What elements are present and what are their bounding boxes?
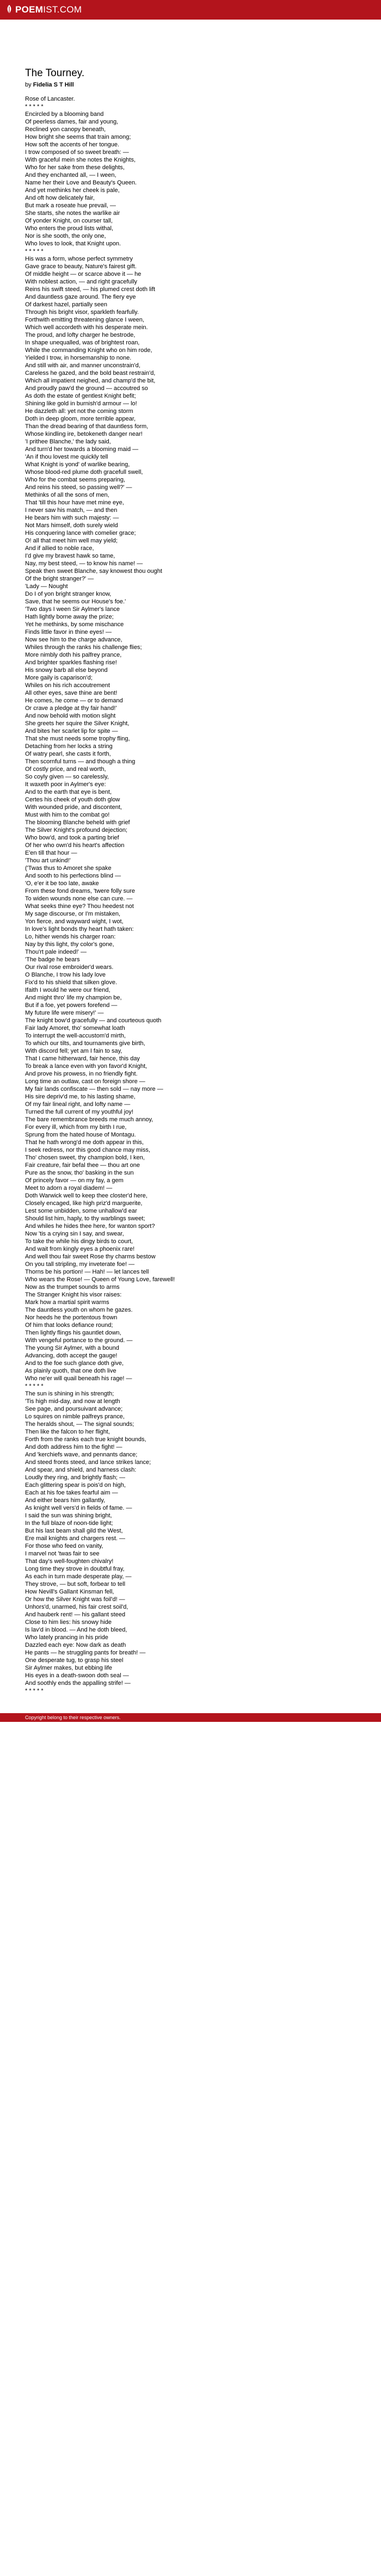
poem-line: She starts, she notes the warlike air (25, 210, 120, 217)
poem-line: He pants — he struggling pants for breath! — (25, 1650, 146, 1656)
poem-line: As doth the estate of gentlest Knight befit; (25, 393, 136, 399)
poem-line: That I came hitherward, fair hence, this day (25, 1055, 140, 1062)
poem-line: And soothly ends the appalling strife! — (25, 1680, 131, 1687)
poem-line: With vengeful portance to the ground. — (25, 1337, 133, 1344)
poem-line: Of my fair lineal right, and lofty name — (25, 1101, 131, 1108)
poem-line: Doth Warwick well to keep thee closter'd here, (25, 1193, 148, 1199)
poem-line: Now see him to the charge advance, (25, 637, 122, 643)
poem-line: He dazzleth all: yet not the coming storm (25, 408, 133, 415)
poem-line: Finds little favor in thine eyes! — (25, 629, 112, 635)
site-header (0, 0, 381, 20)
poem-line: O Blanche, I trow his lady love (25, 972, 106, 978)
poem-line: Dazzled each eye: Now dark as death (25, 1642, 126, 1648)
poem-line: Nay, my best steed, — to know his name! — (25, 560, 143, 567)
poem-line: While the commanding Knight who on him rode, (25, 347, 152, 354)
poem-body (25, 95, 356, 1695)
poem-line: And wait from kingly eyes a phoenix rare! (25, 1246, 135, 1252)
poem-line: Who loves to look, that Knight upon. (25, 240, 121, 247)
poem-line: Methinks of all the sons of men, (25, 492, 109, 498)
poem-line: And sooth to his perfections blind — (25, 873, 121, 879)
poem-line: The Silver Knight's profound dejection; (25, 827, 127, 833)
poem-line: With wounded pride, and discontent, (25, 804, 122, 811)
poem-line: * * * * * (25, 248, 44, 255)
poem-line: See page, and poursuivant advance; (25, 1406, 123, 1412)
poem-line: Close to him lies: his snowy hide (25, 1619, 112, 1626)
poem-line: Rose of Lancaster. (25, 96, 75, 102)
poem-line: But mark a roseate hue prevail, — (25, 202, 116, 209)
poem-line: What Knight is yond' of warlike bearing, (25, 461, 130, 468)
poem-line: For those who feed on vanity, (25, 1543, 103, 1549)
poem-line: With discord fell; yet am I fain to say, (25, 1048, 122, 1054)
poem-line: The sun is shining in his strength; (25, 1391, 114, 1397)
poem-line: Of yonder Knight, on courser tall, (25, 218, 113, 224)
poem-line: Yet he methinks, by some mischance (25, 621, 124, 628)
poem-line: Whose blood-red plume doth gracefull swell, (25, 469, 143, 475)
poem-line: Loudly they ring, and brightly flash; — (25, 1474, 126, 1481)
poem-line: And proudly paw'd the ground — accoutred so (25, 385, 148, 392)
poem-line: Lo, hither wends his charger roan: (25, 934, 116, 940)
poem-line: His snowy barb all else beyond (25, 667, 108, 674)
poem-line: Long time an outlaw, cast on foreign shore — (25, 1078, 145, 1085)
poem-line: Thou'rt pale indeed!' — (25, 949, 87, 955)
poem-line: Now as the trumpet sounds to arms (25, 1284, 120, 1290)
poem-line: That 'till this hour have met mine eye, (25, 499, 124, 506)
poem-line: I trow composed of so sweet breath: — (25, 149, 129, 156)
poem-line: In shape unequalled, was of brightest roan, (25, 339, 140, 346)
poem-line: And either bears him gallantly, (25, 1497, 106, 1504)
poem-line: Reclined yon canopy beneath, (25, 126, 106, 133)
poem-line: That she must needs some trophy fling, (25, 736, 130, 742)
poem-line: Who bow'd, and took a parting brief (25, 835, 119, 841)
poem-line: That day's well-foughten chivalry! (25, 1558, 114, 1565)
poem-line: And yet methinks her cheek is pale, (25, 187, 120, 194)
poem-line: Sprung from the hated house of Montagu. (25, 1132, 136, 1138)
poem-line: Fair creature, fair befal thee — thou art one (25, 1162, 140, 1169)
poem-line: * * * * * (25, 103, 44, 110)
poem-content (0, 20, 381, 1695)
poem-line: Or crave a pledge at thy fair hand!' (25, 705, 117, 712)
poem-line: Closely encaged, like high priz'd marguerite, (25, 1200, 143, 1207)
poem-line: With graceful mein she notes the Knights, (25, 157, 136, 163)
poem-line: With noblest action, — and right gracefully (25, 279, 138, 285)
poem-line: From these fond dreams, 'twere folly sure (25, 888, 136, 894)
poem-line: O! all that meet him well may yield; (25, 538, 118, 544)
poem-line: Meet to adorn a royal diadem! — (25, 1185, 113, 1191)
poem-line: I marvel not 'twas fair to see (25, 1550, 100, 1557)
poem-line: Save, that he seems our House's foe.' (25, 598, 126, 605)
poem-line: My future life were misery!' — (25, 1010, 104, 1016)
poem-line: The dauntless youth on whom he gazes. (25, 1307, 133, 1313)
poem-line: Must with him to the combat go! (25, 812, 110, 818)
poem-line: Fair lady Amoret, tho' somewhat loath (25, 1025, 125, 1031)
poem-line: Than the dread bearing of that dauntless form, (25, 423, 149, 430)
poem-line: Encircled by a blooming band (25, 111, 104, 118)
poem-line: 'The badge he bears (25, 956, 80, 963)
poem-line: Nay by this light, thy color's gone, (25, 941, 114, 948)
poem-line: Speak then sweet Blanche, say knowest thou ought (25, 568, 162, 574)
poem-line: Of costly price, and real worth, (25, 766, 106, 773)
poem-line: Advancing, doth accept the gauge! (25, 1352, 118, 1359)
poem-line: And oft how delicately fair, (25, 195, 95, 201)
poem-line: And turn'd her towards a blooming maid — (25, 446, 139, 453)
poem-line: His conquering lance with comelier grace; (25, 530, 136, 536)
poem-line: Doth in deep gloom, more terrible appear, (25, 416, 136, 422)
poem-line: And spear, and shield, and harness clash: (25, 1467, 137, 1473)
poem-line: Our rival rose embroider'd wears. (25, 964, 114, 971)
poem-line: Which well accordeth with his desperate mein. (25, 324, 148, 331)
poem-line: 'O, e'er it be too late, awake (25, 880, 99, 887)
poem-line: And to the foe such glance doth give, (25, 1360, 124, 1367)
poem-line: And 'kerchiefs wave, and pennants dance; (25, 1451, 138, 1458)
poem-line: Forthwith emitting threatening glance I ween, (25, 317, 144, 323)
poem-line: On you tall stripling, my inveterate foe! — (25, 1261, 135, 1268)
poem-line: 'An if thou lovest me quickly tell (25, 454, 108, 460)
poem-line: And if allied to noble race, (25, 545, 94, 552)
poem-line: 'Lady — Nought (25, 583, 68, 590)
poem-line: His was a form, whose perfect symmetry (25, 256, 133, 262)
poem-line: My fair lands confiscate — then sold — nay more — (25, 1086, 163, 1092)
poem-line: And doth address him to the fight! — (25, 1444, 122, 1450)
poem-line: In love's light bonds thy heart hath taken: (25, 926, 134, 932)
poem-line: Turned the full current of my youthful joy! (25, 1109, 133, 1115)
poem-line: Certes his cheek of youth doth glow (25, 796, 120, 803)
poem-line: ('Twas thus to Amoret she spake (25, 865, 112, 872)
quill-pen-icon (5, 5, 13, 15)
poem-line: I never saw his match, — and then (25, 507, 118, 514)
poem-line: And bites her scarlet lip for spite — (25, 728, 118, 734)
poem-line: To interrupt the well-accustom'd mirth, (25, 1033, 126, 1039)
site-footer (0, 1713, 381, 1722)
poem-line: Nor heeds he the portentous frown (25, 1314, 118, 1321)
poem-line: The blooming Blanche beheld with grief (25, 819, 130, 826)
poem-line: So coyly given — so carelessly, (25, 774, 109, 780)
poem-line: Of peerless dames, fair and young, (25, 119, 119, 125)
poem-line: And hauberk rent! — his gallant steed (25, 1611, 126, 1618)
poem-line: Who for the combat seems preparing, (25, 477, 126, 483)
poem-line: Shining like gold in burnish'd armour — lo! (25, 400, 137, 407)
poem-line: To take the while his dingy birds to court, (25, 1238, 133, 1245)
poem-line: The knight bow'd gracefully — and courteous quoth (25, 1017, 162, 1024)
poem-line: And still with air, and manner unconstrain'd, (25, 362, 140, 369)
poem-line: Who enters the proud lists withal, (25, 225, 114, 232)
poem-line: Who wears the Rose! — Queen of Young Love, farewell! (25, 1276, 175, 1283)
poem-line: And well thou fair sweet Rose thy charms bestow (25, 1253, 156, 1260)
poem-line: 'Tis high mid-day, and now at length (25, 1398, 120, 1405)
poem-line: And steed fronts steed, and lance strikes lance; (25, 1459, 151, 1466)
poem-line: His eyes in a death-swoon doth seal — (25, 1672, 129, 1679)
poem-line: Then lightly flings his gauntlet down, (25, 1330, 121, 1336)
poem-line: She greets her squire the Silver Knight, (25, 720, 130, 727)
poem-line: He comes, he come — or to demand (25, 697, 123, 704)
poem-line: My sage discourse, or I'm mistaken, (25, 911, 121, 917)
poem-line: Ifaith I would he were our friend, (25, 987, 110, 993)
copyright-text: Copyright belong to their respective owners. (25, 1715, 121, 1720)
poem-line: Each at his foe takes fearful aim — (25, 1490, 118, 1496)
poem-line: As each in turn made desperate play, — (25, 1573, 132, 1580)
poem-line: Now 'tis a crying sin I say, and swear, (25, 1231, 124, 1237)
poem-line: Hath lightly borne away the prize; (25, 614, 114, 620)
poem-line: He bears him with such majesty: — (25, 515, 119, 521)
byline-prefix: by (25, 82, 32, 88)
poem-line: To break a lance even with yon favor'd Knight, (25, 1063, 148, 1070)
poem-line: And prove his prowess, in no friendly fight. (25, 1071, 138, 1077)
poem-line: Whose kindling ire, betokeneth danger near! (25, 431, 143, 437)
poem-line: Yielded I trow, in horsemanship to none. (25, 355, 132, 361)
poem-line: Of darkest hazel, partially seen (25, 301, 108, 308)
poem-line: Whiles through the ranks his challenge flies; (25, 644, 142, 651)
site-brand: POEMIST.COM (15, 4, 82, 15)
poem-line: As plainly quoth, that one doth live (25, 1368, 116, 1374)
poem-line: To which our tilts, and tournaments give birth, (25, 1040, 145, 1047)
poem-line: Each glittering spear is pois'd on high, (25, 1482, 126, 1488)
poem-line: Tho' chosen sweet, thy champion bold, I ken, (25, 1154, 145, 1161)
poem-line: Who for her sake from these delights, (25, 164, 125, 171)
poem-line: Forth from the ranks each true knight bounds, (25, 1436, 146, 1443)
poem-line: Nor is she sooth, the only one, (25, 233, 106, 239)
poem-line: Of princely favor — on my fay, a gem (25, 1177, 124, 1184)
poem-line: * * * * * (25, 1383, 44, 1389)
poem-line: One desperate tug, to grasp his steel (25, 1657, 124, 1664)
poem-line: 'Thou art unkind!' (25, 857, 71, 864)
poem-line: Not Mars himself, doth surely wield (25, 522, 118, 529)
poem-line: And now behold with motion slight (25, 713, 116, 719)
poem-line: Or how the Silver Knight was foil'd! — (25, 1596, 125, 1603)
poem-line: Ere mail knights and chargers rest. — (25, 1535, 126, 1542)
poem-line: Mark how a martial spirit warms (25, 1299, 109, 1306)
poem-line: Then like the falcon to her flight, (25, 1429, 110, 1435)
poem-line: And might thro' life my champion be, (25, 994, 122, 1001)
poem-line: How Nevill's Gallant Kinsman fell, (25, 1589, 114, 1595)
poem-title: The Tourney. (25, 67, 85, 79)
poem-line: In the full blaze of noon-tide light; (25, 1520, 113, 1527)
poem-line: Long time they strove in doubtful fray, (25, 1566, 125, 1572)
poem-line: But if a foe, yet powers forefend — (25, 1002, 118, 1009)
poem-line: Which all impatient neighed, and champ'd the bit, (25, 378, 156, 384)
site-logo[interactable] (5, 4, 82, 15)
poem-byline (25, 81, 356, 89)
poem-line: Careless he gazed, and the bold beast restrain'd, (25, 370, 156, 376)
poem-line: More gaily is caparison'd; (25, 675, 93, 681)
poem-line: All other eyes, save thine are bent! (25, 690, 118, 696)
poem-line: And whiles he hides thee here, for wanton sport? (25, 1223, 155, 1230)
poem-line: Thorns be his portion! — Hah! — let lances tell (25, 1269, 149, 1275)
poem-line: I seek redress, nor this good chance may miss, (25, 1147, 150, 1153)
poem-line: Name her their Love and Beauty's Queen. (25, 180, 137, 186)
poem-line: Pure as the snow, tho' basking in the sun (25, 1170, 134, 1176)
poem-line: And brighter sparkles flashing rise! (25, 659, 117, 666)
poem-line: Detaching from her locks a string (25, 743, 113, 750)
poem-line: Whiles on his rich accoutrement (25, 682, 110, 689)
poem-line: Lest some unbidden, some unhallow'd ear (25, 1208, 137, 1214)
poem-line: Is lav'd in blood. — And he doth bleed, (25, 1627, 127, 1633)
poem-line: Gave grace to beauty, Nature's fairest gift. (25, 263, 137, 270)
poem-line: Of middle height — or scarce above it — he (25, 271, 142, 277)
poem-line: Then scornful turns — and though a thing (25, 758, 136, 765)
poem-line: And dauntless gaze around. The fiery eye (25, 294, 136, 300)
poem-line: But his last beam shall gild the West, (25, 1528, 123, 1534)
poem-line: For every ill, which from my birth I rue, (25, 1124, 127, 1131)
poem-line: The heralds shout, — The signal sounds; (25, 1421, 134, 1428)
poem-line: Fix'd to his shield that silken glove. (25, 979, 118, 986)
poem-line: Of the bright stranger?' — (25, 576, 94, 582)
poem-line: * * * * * (25, 1688, 44, 1694)
poem-line: Who lately prancing in his pride (25, 1634, 108, 1641)
poem-line: And they enchanted all, — I ween, (25, 172, 116, 178)
poem-line: His sire depriv'd me, to his lasting shame, (25, 1094, 136, 1100)
poem-line: And reins his steed, so passing well?' — (25, 484, 132, 491)
poem-line: Do I of yon bright stranger know, (25, 591, 112, 597)
poem-line: 'I prithee Blanche,' the lady said, (25, 438, 111, 445)
poem-line: Yon fierce, and wayward wight, I wot, (25, 918, 124, 925)
poem-line: How soft the accents of her tongue. (25, 141, 120, 148)
poem-line: Of watry pearl, she casts it forth, (25, 751, 111, 757)
poem-line: As knight well vers'd in fields of fame. — (25, 1505, 132, 1511)
poem-line: E'en till that hour — (25, 850, 77, 856)
poem-line: More nimbly doth his palfrey prance, (25, 652, 122, 658)
poem-line: What seeks thine eye? Thou heedest not (25, 903, 134, 910)
poem-line: Sir Aylmer makes, but ebbing life (25, 1665, 112, 1671)
poem-line: Through his bright visor, sparkleth fearfully. (25, 309, 139, 316)
poem-line: Reins his swift steed, — his plumed crest doth lift (25, 286, 156, 293)
poem-line: How bright she seems that train among; (25, 134, 131, 140)
poem-line: They strove, — but soft, forbear to tell (25, 1581, 126, 1587)
poem-line: Of him that looks defiance round; (25, 1322, 113, 1329)
poem-line: The young Sir Aylmer, with a bound (25, 1345, 119, 1351)
poem-line: Who ne'er will quail beneath his rage! — (25, 1375, 132, 1382)
poem-line: Of her who own'd his heart's affection (25, 842, 125, 849)
poem-line: To widen wounds none else can cure. — (25, 895, 133, 902)
poem-line: I said the sun was shining bright, (25, 1512, 112, 1519)
poem-line: Unhors'd, unarmed, his fair crest soil'd, (25, 1604, 128, 1610)
poem-author[interactable]: Fidelia S T Hill (33, 82, 74, 88)
poem-line: That he hath wrong'd me doth appear in this, (25, 1139, 144, 1146)
poem-line: I'd give my bravest hawk so tame, (25, 553, 115, 559)
poem-line: It waxeth poor in Aylmer's eye: (25, 781, 106, 788)
poem-line: Lo squires on nimble palfreys prance, (25, 1413, 125, 1420)
poem-line: The Stranger Knight his visor raises: (25, 1292, 122, 1298)
poem-line: And to the earth that eye is bent, (25, 789, 112, 795)
poem-line: The bare remembrance breeds me much annoy, (25, 1116, 153, 1123)
poem-line: 'Two days I ween Sir Aylmer's lance (25, 606, 120, 613)
poem-line: The proud, and lofty charger he bestrode, (25, 332, 136, 338)
poem-line: Should list him, haply, to thy warblings sweet; (25, 1215, 145, 1222)
